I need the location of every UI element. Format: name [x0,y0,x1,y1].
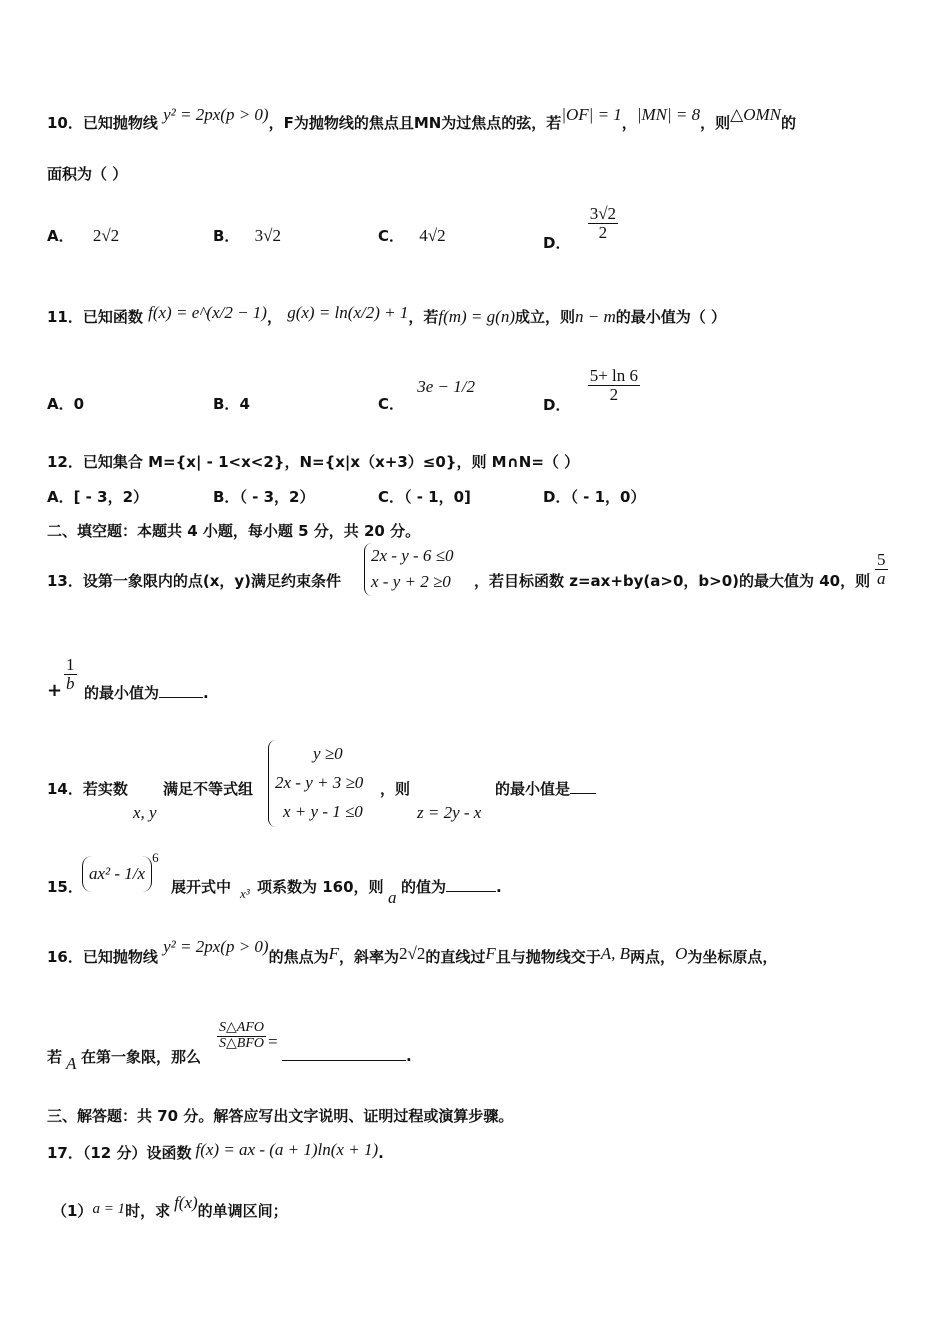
q16-l2b: 在第一象限，那么 [81,1048,202,1066]
q10-option-c: C． 4√2 [378,226,446,245]
q14-lead: 14．若实数 [47,780,128,798]
q16-l2a: 若 [47,1048,63,1066]
q11-line1: 11．已知函数 f(x) = e^(x/2 − 1)， g(x) = ln(x/2) + 1，若f(m) = g(n)成立，则n − m的最小值为（ ） [47,303,726,326]
q16-A: A [66,1054,77,1073]
q11-g: g(x) = ln(x/2) + 1 [287,303,409,322]
q15-term: x³ [240,886,250,901]
q10-line2: 面积为（ ） [47,165,128,183]
q15-t1: 展开式中 [171,878,232,896]
q15-number: 15． [47,878,83,896]
q15-binomial: $ax^2 - 1/x^6$ [82,856,159,892]
q13-tail: 的最小值为 . [84,684,209,702]
q10-number: 10． [47,114,83,132]
q10-option-d: D． $\frac{3√2}{2}$ [543,204,617,252]
q16-eq: = [268,1032,278,1051]
q12-option-d: D．（ - 1，0） [543,488,646,506]
q13-answer-blank[interactable] [159,683,203,698]
q13-fraction-1-b: $\frac{1}{b}$ [66,655,75,693]
q13-constraints: 2x - y - 6 ≤0 x - y + 2 ≥0 [364,543,454,596]
q11-option-d-fraction: $\frac{5+ \ln 6}{2}$ [589,366,638,404]
q17-part1: （1）a = 1时，求 f(x)的单调区间； [52,1193,288,1220]
q14-answer-blank[interactable] [570,779,596,794]
q11-f: f(x) = e^(x/2 − 1) [148,303,267,322]
q13-mid: ，若目标函数 z=ax+by(a>0，b>0)的最大值为 40，则 [474,572,871,590]
q10-option-a: A． 2√2 [47,226,120,245]
q10-line1: 10．已知抛物线 y² = 2px(p > 0)，F为抛物线的焦点且MN为过焦点的弦，若|OF| = 1，|MN| = 8，则△OMN的 [47,105,797,132]
q13-line2: + [47,680,63,701]
q10-option-d-fraction: $\frac{3√2}{2}$ [589,204,617,242]
q17-f: f(x) = ax - (a + 1)ln(x + 1) [195,1140,379,1159]
q13-fraction-5-a: $\frac{5}{a}$ [877,550,886,588]
q15-answer-blank[interactable] [446,877,496,892]
q14-z: z = 2y - x [417,803,482,822]
q11-option-c: C． 3e − 1/2 [378,377,475,413]
q15-t3: 的值为 . [401,878,502,896]
q12-option-b: B．（ - 3，2） [213,488,315,506]
q16-blank-line: . [282,1046,412,1065]
q16-line1: 16．已知抛物线 y² = 2px(p > 0)的焦点为F，斜率为2√2的直线过F且与抛物线交于A, B两点，O为坐标原点， [47,937,778,966]
q11-option-d: D． $\frac{5+ \ln 6}{2}$ [543,366,638,414]
q14-vars: x, y [133,803,157,822]
q13-number-lead: 13．设第一象限内的点(x，y)满足约束条件 [47,572,342,590]
q14-mid: 满足不等式组 [163,780,254,798]
q15-a: a [388,888,397,907]
q12-option-c: C．（ - 1，0] [378,488,471,506]
section-3-heading: 三、解答题：共 70 分。解答应写出文字说明、证明过程或演算步骤。 [47,1107,514,1125]
q11-number: 11． [47,308,83,326]
q14-tail: 的最小值是 [495,778,596,799]
q17-stem: 17．（12 分）设函数 f(x) = ax - (a + 1)ln(x + 1). [47,1140,384,1162]
q11-option-b: B．4 [213,395,250,413]
q11-option-a: A．0 [47,395,85,413]
q12-stem: 12．已知集合 M={x| - 1<x<2}，N={x|x（x+3）≤0}，则 M∩N=（ ） [47,453,580,471]
q16-ratio: $\frac{\text{S△AFO}}{\text{S△BFO}}$ [219,1020,264,1051]
q10-option-b: B． 3√2 [213,226,282,245]
q15-t2: 项系数为 160，则 [257,878,384,896]
q16-answer-blank[interactable] [282,1046,406,1061]
section-2-heading: 二、填空题：本题共 4 小题，每小题 5 分，共 20 分。 [47,522,421,540]
q10-parabola: y² = 2px(p > 0) [163,105,269,124]
q14-then: ，则 [380,780,411,798]
q12-option-a: A．[ - 3，2） [47,488,149,506]
q14-constraints: y ≥0 2x - y + 3 ≥0 x + y - 1 ≤0 [268,740,363,827]
